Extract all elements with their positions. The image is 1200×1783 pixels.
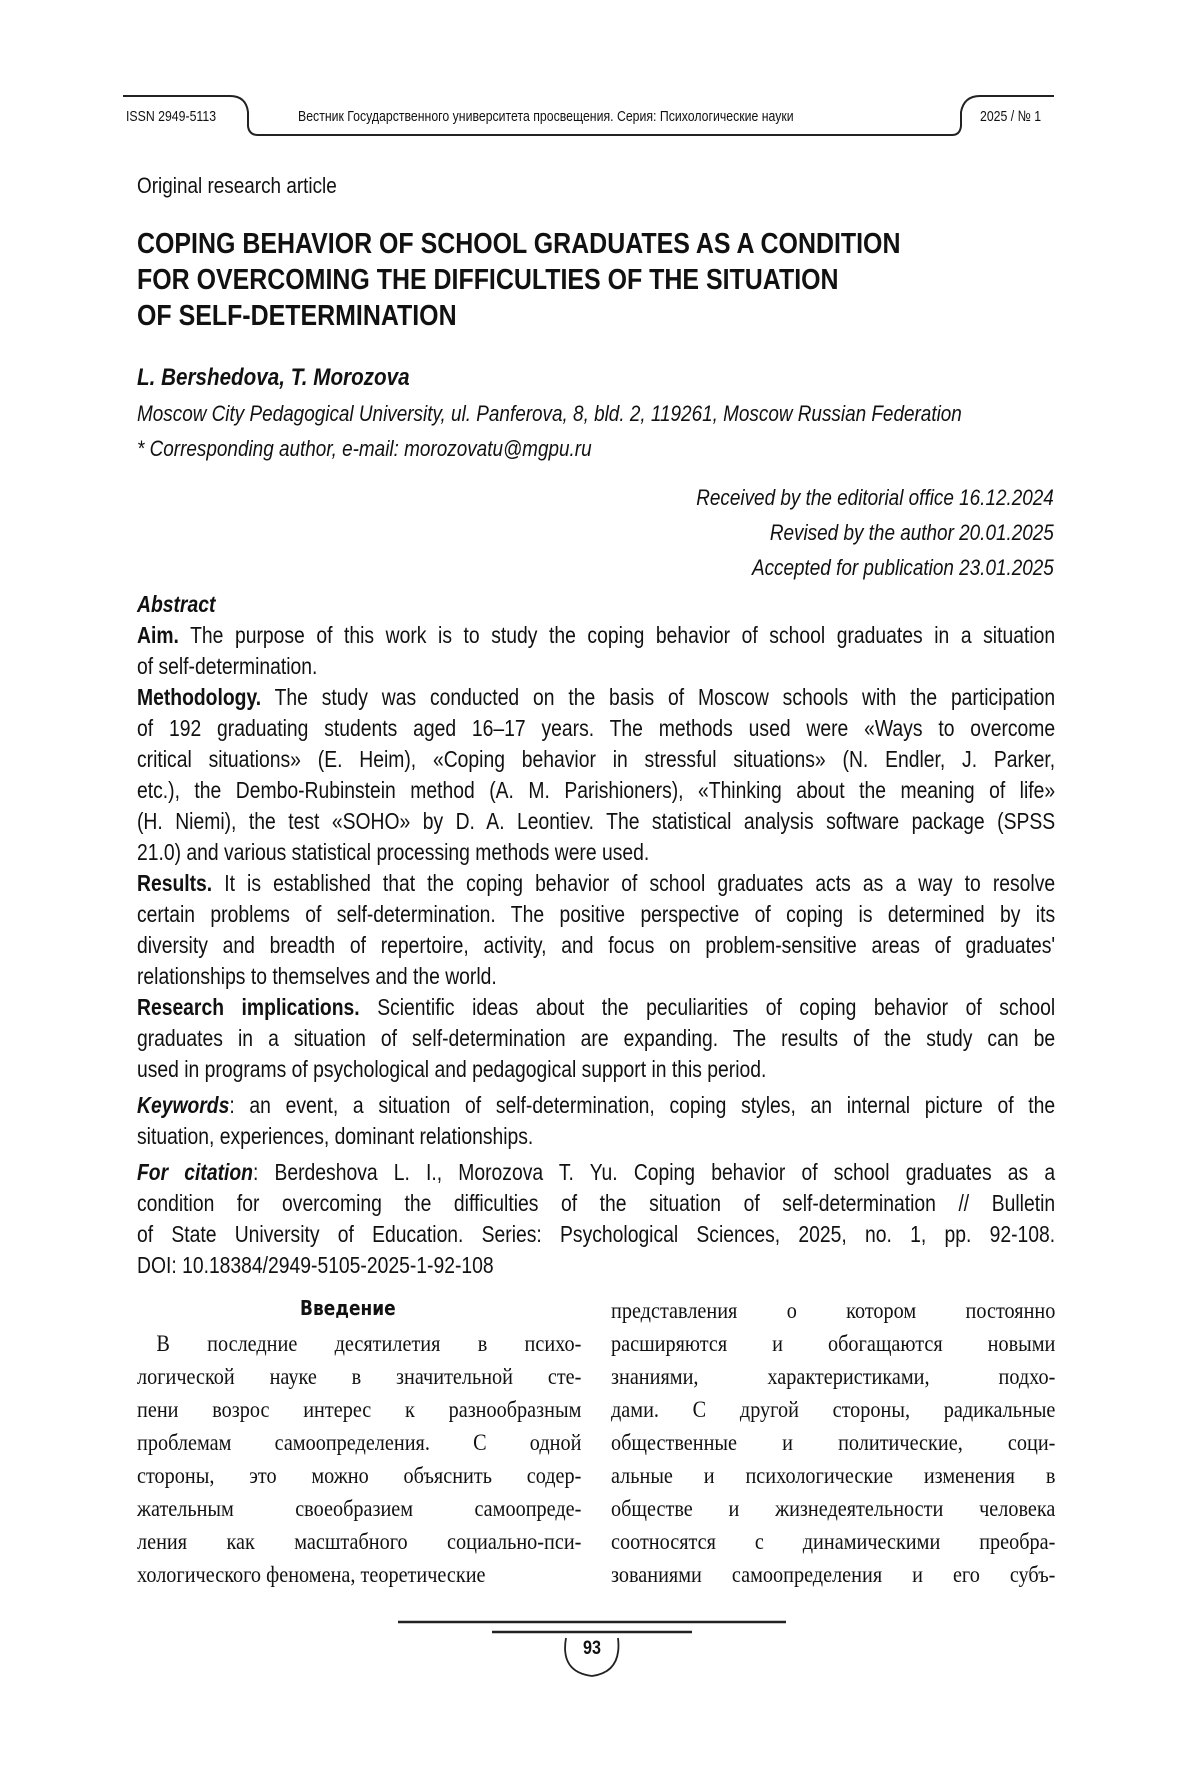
- abstract-paragraph: [137, 1157, 1055, 1281]
- text-line: [137, 1157, 1055, 1188]
- text-line: [137, 620, 1055, 651]
- abstract-paragraph: [137, 868, 1055, 992]
- text-line: знаниями, характеристиками, подхо-: [611, 1360, 1055, 1393]
- title-line: FOR OVERCOMING THE DIFFICULTIES OF THE SITUATION: [137, 262, 900, 298]
- line-text: (H. Niemi), the test «SOHO» by D. A. Leontiev. The statistical analysis software package (SPSS: [137, 808, 1055, 834]
- text-line: пени возрос интерес к разнообразным: [137, 1393, 581, 1426]
- section-label: For citation: [137, 1159, 253, 1185]
- text-line: жательным своеобразием самоопреде-: [137, 1492, 581, 1525]
- line-text: of self-determination.: [137, 653, 317, 679]
- text-line: проблемам самоопределения. С одной: [137, 1426, 581, 1459]
- issn: ISSN 2949-5113: [126, 108, 216, 125]
- section-label: Results.: [137, 870, 212, 896]
- title-line: COPING BEHAVIOR OF SCHOOL GRADUATES AS A CONDITION: [137, 226, 900, 262]
- section-heading: Введение: [300, 1296, 396, 1320]
- text-line: [137, 1054, 1055, 1085]
- text-line: [137, 1023, 1055, 1054]
- line-text: graduates in a situation of self-determination are expanding. The results of the study can be: [137, 1025, 1055, 1051]
- text-line: представления о котором постоянно: [611, 1294, 1055, 1327]
- text-line: [137, 651, 1055, 682]
- line-text: : Berdeshova L. I., Morozova T. Yu. Coping behavior of school graduates as a: [253, 1159, 1055, 1185]
- section-label: Aim.: [137, 622, 179, 648]
- affiliation: Moscow City Pedagogical University, ul. Panferova, 8, bld. 2, 119261, Moscow Russian Federation: [137, 401, 962, 427]
- text-column-right: [611, 1294, 1055, 1591]
- text-line: дами. С другой стороны, радикальные: [611, 1393, 1055, 1426]
- text-line: [137, 775, 1055, 806]
- line-text: condition for overcoming the difficulties of the situation of self-determination // Bulletin: [137, 1190, 1055, 1216]
- text-line: [137, 899, 1055, 930]
- abstract-paragraph: [137, 682, 1055, 868]
- text-line: хологического феномена, теоретические: [137, 1558, 581, 1591]
- text-line: [137, 961, 1055, 992]
- line-text: The purpose of this work is to study the coping behavior of school graduates in a situation: [179, 622, 1055, 648]
- text-line: зованиями самоопределения и его субъ-: [611, 1558, 1055, 1591]
- text-line: [137, 930, 1055, 961]
- section-label: Keywords: [137, 1092, 229, 1118]
- text-line: [137, 992, 1055, 1023]
- text-line: стороны, это можно объяснить содер-: [137, 1459, 581, 1492]
- line-text: 21.0) and various statistical processing methods were used.: [137, 839, 649, 865]
- text-line: альные и психологические изменения в: [611, 1459, 1055, 1492]
- line-text: relationships to themselves and the world.: [137, 963, 497, 989]
- line-text: DOI: 10.18384/2949-5105-2025-1-92-108: [137, 1252, 494, 1278]
- text-line: [137, 682, 1055, 713]
- section-label: Methodology.: [137, 684, 261, 710]
- text-line: соотносятся с динамическими преобра-: [611, 1525, 1055, 1558]
- abstract-paragraph: [137, 620, 1055, 682]
- text-line: [137, 1090, 1055, 1121]
- text-line: общественные и политические, соци-: [611, 1426, 1055, 1459]
- section-label: Research implications.: [137, 994, 360, 1020]
- text-line: [137, 713, 1055, 744]
- text-line: [137, 744, 1055, 775]
- line-text: of 192 graduating students aged 16–17 years. The methods used were «Ways to overcome: [137, 715, 1055, 741]
- text-line: расширяются и обогащаются новыми: [611, 1327, 1055, 1360]
- article-dates: [696, 480, 1054, 585]
- article-type: Original research article: [137, 173, 337, 199]
- line-text: critical situations» (E. Heim), «Coping behavior in stressful situations» (N. Endler, J. Parker,: [137, 746, 1055, 772]
- text-line: [137, 868, 1055, 899]
- text-line: логической науке в значительной сте-: [137, 1360, 581, 1393]
- line-text: of State University of Education. Series: Psychological Sciences, 2025, no. 1, pp. 92-108.: [137, 1221, 1055, 1247]
- page-number: 93: [579, 1638, 605, 1660]
- text-line: [137, 1121, 1055, 1152]
- abstract-paragraph: [137, 1090, 1055, 1152]
- text-line: [137, 837, 1055, 868]
- corresponding-author: * Corresponding author, e-mail: morozovatu@mgpu.ru: [137, 436, 592, 462]
- text-column-left: [137, 1327, 581, 1591]
- text-line: обществе и жизнедеятельности человека: [611, 1492, 1055, 1525]
- text-line: В последние десятилетия в психо-: [137, 1327, 581, 1360]
- article-title: [137, 226, 900, 334]
- title-line: OF SELF-DETERMINATION: [137, 298, 900, 334]
- journal-title: Вестник Государственного университета просвещения. Серия: Психологические науки: [298, 108, 794, 125]
- issue-number: 2025 / № 1: [980, 108, 1041, 125]
- line-text: Scientific ideas about the peculiarities of coping behavior of school: [360, 994, 1055, 1020]
- text-line: [137, 1250, 1055, 1281]
- line-text: etc.), the Dembo-Rubinstein method (A. M. Parishioners), «Thinking about the meaning of life»: [137, 777, 1055, 803]
- line-text: diversity and breadth of repertoire, activity, and focus on problem-sensitive areas of graduates': [137, 932, 1055, 958]
- revised-date: Revised by the author 20.01.2025: [696, 515, 1054, 550]
- line-text: situation, experiences, dominant relationships.: [137, 1123, 533, 1149]
- abstract-paragraph: [137, 992, 1055, 1085]
- received-date: Received by the editorial office 16.12.2024: [696, 480, 1054, 515]
- text-line: ления как масштабного социально-пси-: [137, 1525, 581, 1558]
- text-line: [137, 1188, 1055, 1219]
- header-frame: [0, 0, 1200, 150]
- text-line: [137, 1219, 1055, 1250]
- abstract-heading: Abstract: [137, 589, 1055, 620]
- line-text: It is established that the coping behavior of school graduates acts as a way to resolve: [212, 870, 1055, 896]
- authors: L. Bershedova, T. Morozova: [137, 364, 410, 392]
- line-text: : an event, a situation of self-determination, coping styles, an internal picture of the: [229, 1092, 1055, 1118]
- abstract: [137, 589, 1055, 1281]
- line-text: The study was conducted on the basis of Moscow schools with the participation: [261, 684, 1055, 710]
- accepted-date: Accepted for publication 23.01.2025: [696, 550, 1054, 585]
- text-line: [137, 806, 1055, 837]
- line-text: used in programs of psychological and pedagogical support in this period.: [137, 1056, 766, 1082]
- line-text: certain problems of self-determination. The positive perspective of coping is determined by its: [137, 901, 1055, 927]
